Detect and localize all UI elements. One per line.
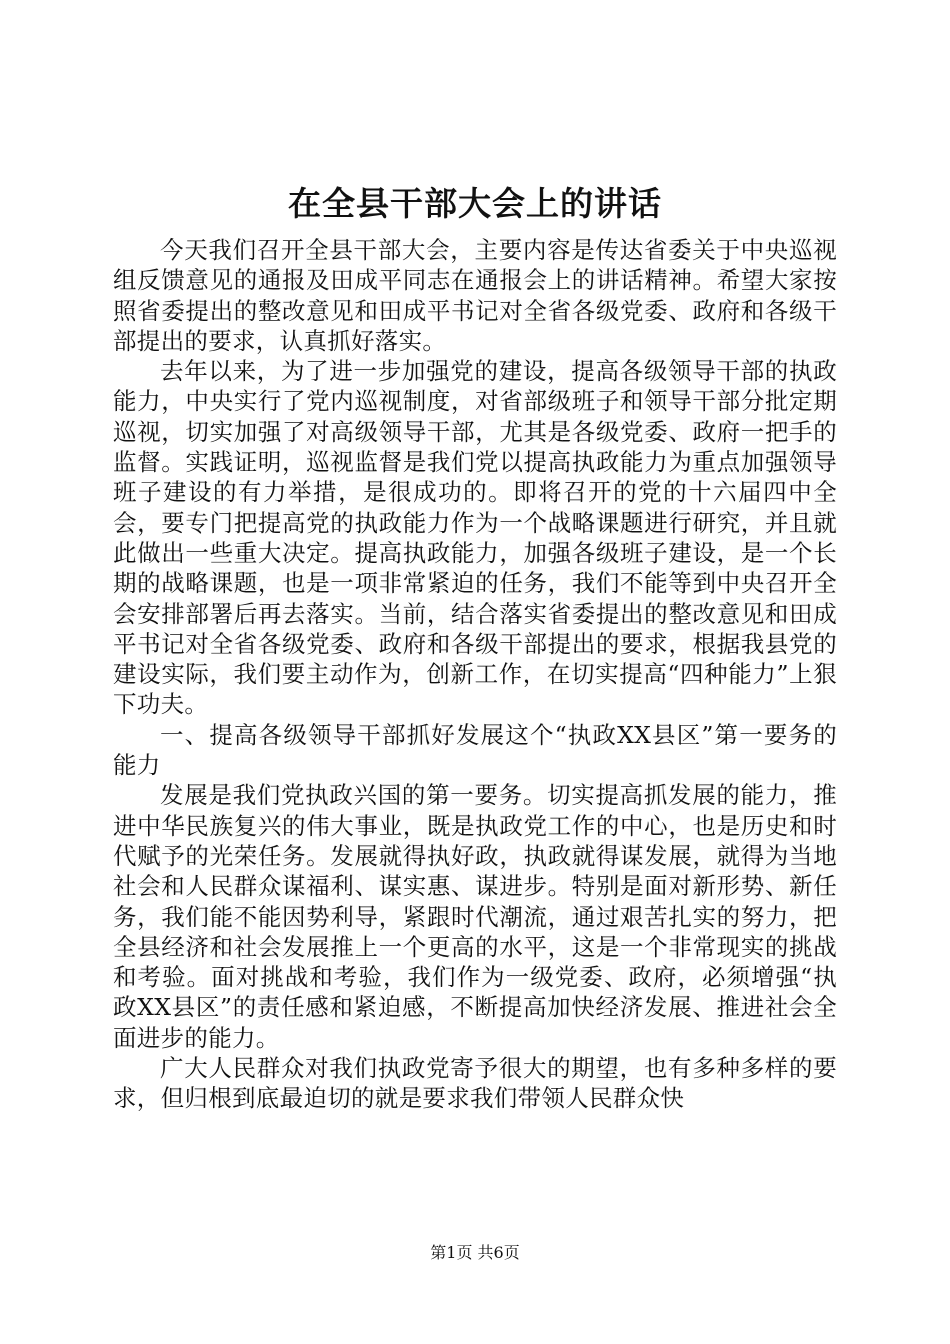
page-number: 第1页 共6页 [430, 1243, 520, 1262]
document-body [113, 235, 837, 1114]
paragraph: 发展是我们党执政兴国的第一要务。切实提高抓发展的能力，推进中华民族复兴的伟大事业，既是执政党工作的中心，也是历史和时代赋予的光荣任务。发展就得执好政，执政就得谋发展，就得为当地社会和人民群众谋福利、谋实惠、谋进步。特别是面对新形势、新任务，我们能不能因势利导，紧跟时代潮流，通过艰苦扎实的努力，把全县经济和社会发展推上一个更高的水平，这是一个非常现实的挑战和考验。面对挑战和考验，我们作为一级党委、政府，必须增强“执政XX县区”的责任感和紧迫感，不断提高加快经济发展、推进社会全面进步的能力。 [113, 781, 837, 1052]
paragraph: 去年以来，为了进一步加强党的建设，提高各级领导干部的执政能力，中央实行了党内巡视制度，对省部级班子和领导干部分批定期巡视，切实加强了对高级领导干部，尤其是各级党委、政府一把手的监督。实践证明，巡视监督是我们党以提高执政能力为重点加强领导班子建设的有力举措，是很成功的。即将召开的党的十六届四中全会，要专门把提高党的执政能力作为一个战略课题进行研究，并且就此做出一些重大决定。提高执政能力，加强各级班子建设，是一个长期的战略课题，也是一项非常紧迫的任务，我们不能等到中央召开全会安排部署后再去落实。当前，结合落实省委提出的整改意见和田成平书记对全省各级党委、政府和各级干部提出的要求，根据我县党的建设实际，我们要主动作为，创新工作，在切实提高“四种能力”上狠下功夫。 [113, 357, 837, 719]
paragraph: 今天我们召开全县干部大会，主要内容是传达省委关于中央巡视组反馈意见的通报及田成平同志在通报会上的讲话精神。希望大家按照省委提出的整改意见和田成平书记对全省各级党委、政府和各级干部提出的要求，认真抓好落实。 [113, 236, 837, 355]
document-title: 在全县干部大会上的讲话 [288, 184, 662, 223]
section-heading: 一、提高各级领导干部抓好发展这个“执政XX县区”第一要务的能力 [113, 720, 837, 780]
paragraph: 广大人民群众对我们执政党寄予很大的期望，也有多种多样的要求，但归根到底最迫切的就是要求我们带领人民群众快 [113, 1054, 837, 1113]
